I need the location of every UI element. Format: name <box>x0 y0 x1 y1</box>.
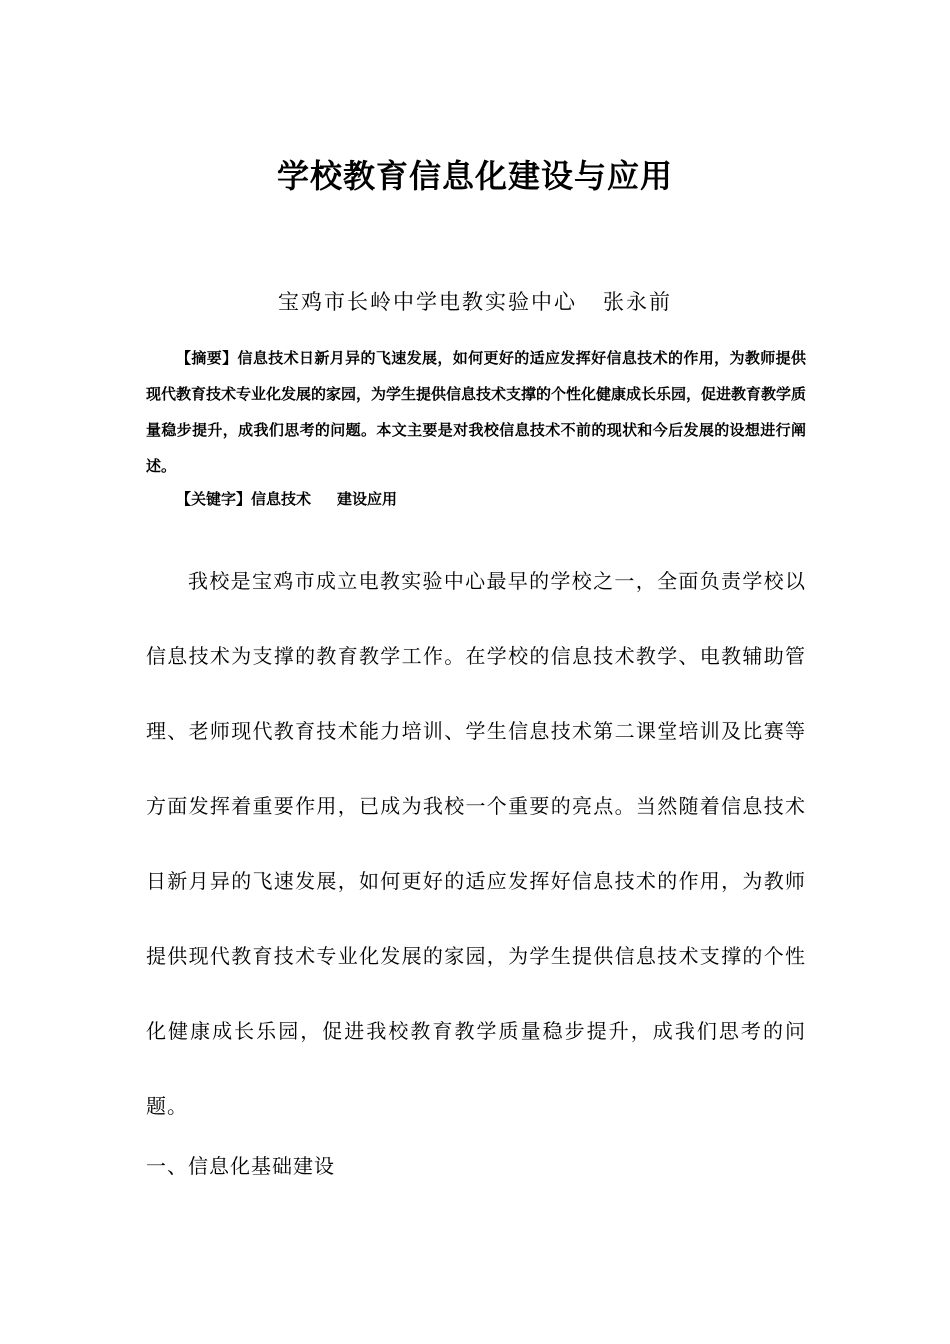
section-heading: 一、信息化基础建设 <box>146 1154 335 1178</box>
document-title: 学校教育信息化建设与应用 <box>276 157 673 195</box>
keywords-line <box>176 483 806 515</box>
body-paragraph: 我校是宝鸡市成立电教实验中心最早的学校之一，全面负责学校以信息技术为支撑的教育教学工作。在学校的信息技术教学、电教辅助管理、老师现代教育技术能力培训、学生信息技术第二课堂培训及比赛等方面发挥着重要作用，已成为我校一个重要的亮点。当然随着信息技术日新月异的飞速发展，如何更好的适应发挥好信息技术的作用，为教师提供现代教育技术专业化发展的家园，为学生提供信息技术支撑的个性化健康成长乐园，促进我校教育教学质量稳步提升，成我们思考的问题。 <box>146 569 806 1118</box>
keyword-2: 建设应用 <box>337 490 398 508</box>
keyword-1: 信息技术 <box>251 490 312 508</box>
abstract-label: 【摘要】 <box>176 349 238 367</box>
keywords-label: 【关键字】 <box>176 490 252 508</box>
abstract-text: 信息技术日新月异的飞速发展，如何更好的适应发挥好信息技术的作用，为教师提供现代教育技术专业化发展的家园，为学生提供信息技术支撑的个性化健康成长乐园，促进教育教学质量稳步提升，成我们思考的问题。本文主要是对我校信息技术不前的现状和今后发展的设想进行阐述。 <box>146 349 807 475</box>
abstract-paragraph <box>146 340 806 484</box>
author-line: 宝鸡市长岭中学电教实验中心 张永前 <box>277 290 673 314</box>
